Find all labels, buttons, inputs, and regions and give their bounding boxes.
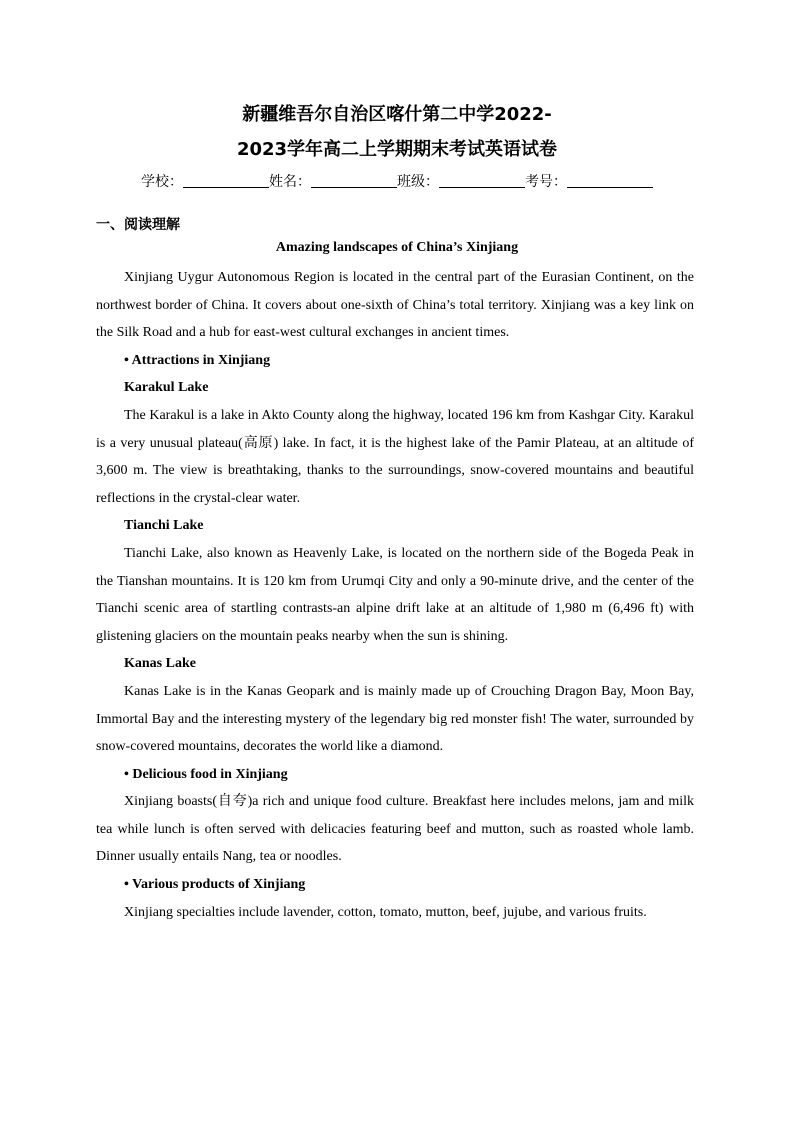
kanas-paragraph: Kanas Lake is in the Kanas Geopark and is mainly made up of Crouching Dragon Bay, Moon Bay, Immortal Bay and the interesting mystery of the legendary big red monster fish! The water, surrounded by snow-covered mountains, decorates the world like a diamond.	[96, 683, 694, 755]
karakul-paragraph: The Karakul is a lake in Akto County along the highway, located 196 km from Kashgar City. Karakul is a very unusual plateau(高原) lake. In fact, it is the highest lake of the Pamir Plateau, at an altitude of 3,600 m. The view is breathtaking, thanks to the surroundings, snow-covered mountains and beautiful reflections in the crystal-clear water.	[96, 407, 694, 506]
name-blank[interactable]	[311, 173, 397, 188]
school-label: 学校：	[141, 174, 183, 190]
school-blank[interactable]	[183, 173, 269, 188]
kanas-heading: Kanas Lake	[124, 656, 196, 672]
passage-body	[96, 264, 694, 926]
exam-title-line2: 2023学年高二上学期期末考试英语试卷	[236, 139, 558, 160]
products-heading: • Various products of Xinjiang	[124, 877, 306, 893]
attractions-heading: • Attractions in Xinjiang	[124, 352, 271, 368]
section-heading: 一、阅读理解	[96, 217, 180, 233]
intro-paragraph: Xinjiang Uygur Autonomous Region is located in the central part of the Eurasian Continent, on the northwest border of China. It covers about one-sixth of China’s total territory. Xinjiang was a key link on the Silk Road and a hub for east-west cultural exchanges in ancient times.	[96, 270, 694, 341]
tianchi-heading: Tianchi Lake	[124, 518, 204, 534]
class-label: 班级：	[397, 174, 439, 190]
exam-number-blank[interactable]	[567, 173, 653, 188]
karakul-heading: Karakul Lake	[124, 380, 209, 396]
passage-title: Amazing landscapes of China’s Xinjiang	[275, 240, 519, 255]
student-info-row	[0, 172, 794, 192]
products-paragraph: Xinjiang specialties include lavender, cotton, tomato, mutton, beef, jujube, and various fruits.	[124, 904, 647, 920]
exam-number-label: 考号：	[525, 174, 567, 190]
class-blank[interactable]	[439, 173, 525, 188]
exam-title-line1: 新疆维吾尔自治区喀什第二中学2022-	[242, 104, 552, 125]
food-paragraph: Xinjiang boasts(自夸)a rich and unique food culture. Breakfast here includes melons, jam and milk tea while lunch is often served with delicacies featuring beef and mutton, such as roasted whole lamb. Dinner usually entails Nang, tea or noodles.	[96, 794, 694, 865]
food-heading: • Delicious food in Xinjiang	[124, 766, 288, 782]
tianchi-paragraph: Tianchi Lake, also known as Heavenly Lake, is located on the northern side of the Bogeda Peak in the Tianshan mountains. It is 120 km from Urumqi City and only a 90-minute drive, and the center of the Tianchi scenic area of startling contrasts-an alpine drift lake at an altitude of 1,980 m (6,496 ft) with glistening glaciers on the mountain peaks nearby when the sun is shining.	[96, 545, 694, 644]
name-label: 姓名：	[269, 174, 311, 190]
